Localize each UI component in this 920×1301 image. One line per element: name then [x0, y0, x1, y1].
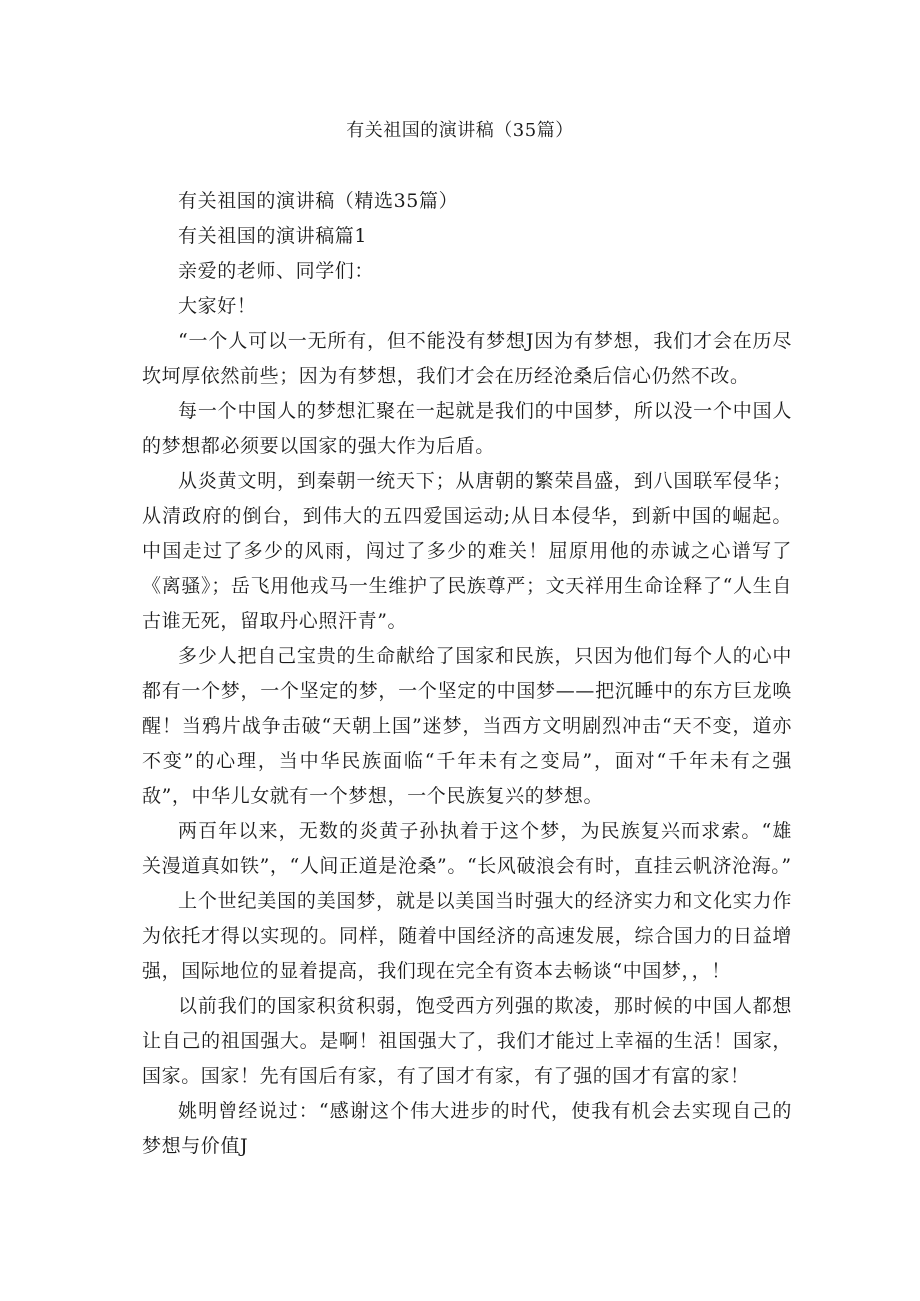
paragraph: “一个人可以一无所有，但不能没有梦想J因为有梦想，我们才会在历尽坎坷厚依然前些；因为有梦想，我们才会在历经沧桑后信心仍然不改。 [142, 330, 792, 387]
paragraph-section-heading: 有关祖国的演讲稿篇1 [178, 225, 368, 247]
paragraph: 两百年以来，无数的炎黄子孙执着于这个梦，为民族复兴而求索。“雄关漫道真如铁”，“人间正道是沧桑”。“长风破浪会有时，直挂云帆济沧海。” [142, 820, 792, 877]
document-body [142, 184, 792, 1164]
paragraph-greeting: 大家好！ [178, 295, 257, 317]
paragraph: 以前我们的国家积贫积弱，饱受西方列强的欺凌，那时候的中国人都想让自己的祖国强大。是啊！祖国强大了，我们才能过上幸福的生活！国家，国家。国家！先有国后有家，有了国才有家，有了强的国才有富的家！ [142, 995, 792, 1087]
paragraph: 每一个中国人的梦想汇聚在一起就是我们的中国梦，所以没一个中国人的梦想都必须要以国家的强大作为后盾。 [142, 400, 792, 457]
paragraph: 上个世纪美国的美国梦，就是以美国当时强大的经济实力和文化实力作为依托才得以实现的。同样，随着中国经济的高速发展，综合国力的日益增强，国际地位的显着提高，我们现在完全有资本去畅谈“中国梦，，！ [142, 890, 792, 982]
paragraph-subtitle: 有关祖国的演讲稿（精选35篇） [178, 190, 459, 212]
paragraph: 多少人把自己宝贵的生命献给了国家和民族，只因为他们每个人的心中都有一个梦，一个坚定的梦，一个坚定的中国梦——把沉睡中的东方巨龙唤醒！当鸦片战争击破“天朝上国”迷梦，当西方文明剧烈冲击“天不变，道亦不变”的心理，当中华民族面临“千年未有之变局”，面对“千年未有之强敌”，中华儿女就有一个梦想，一个民族复兴的梦想。 [142, 645, 792, 807]
paragraph: 姚明曾经说过：“感谢这个伟大进步的时代，使我有机会去实现自己的梦想与价值J [142, 1100, 792, 1157]
paragraph-salutation: 亲爱的老师、同学们： [178, 260, 375, 282]
paragraph: 从炎黄文明，到秦朝一统天下；从唐朝的繁荣昌盛，到八国联军侵华；从清政府的倒台，到伟大的五四爱国运动;从日本侵华，到新中国的崛起。中国走过了多少的风雨，闯过了多少的难关！屈原用他的赤诚之心谱写了《离骚》；岳飞用他戎马一生维护了民族尊严；文天祥用生命诠释了“人生自古谁无死，留取丹心照汗青”。 [142, 470, 792, 632]
document-title: 有关祖国的演讲稿（35篇） [346, 120, 574, 141]
